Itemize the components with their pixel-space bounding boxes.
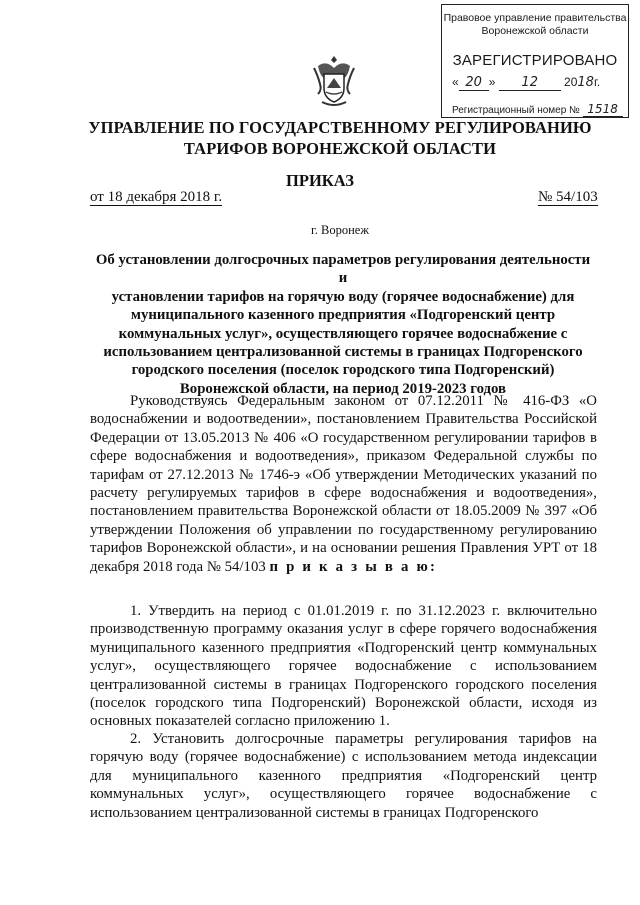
org-line1: УПРАВЛЕНИЕ ПО ГОСУДАРСТВЕННОМУ РЕГУЛИРОВАНИЮ [88,118,592,137]
item-2-text: 2. Установить долгосрочные параметры регулирования тарифов на горячую воду (горячее водоснабжение) с использованием метода индексации для муниципального казенного предприятия «Подгоренский центр коммунальных услуг», осуществляющего горячее водоснабжение с использованием централизованной системы в границах Подгоренского [90,731,597,821]
subject-line: Воронежской области, на период 2019-2023 годов [179,380,507,397]
document-subject [90,251,596,398]
organization-name [40,117,640,159]
stamp-authority-line1: Правовое управление правительства [443,12,627,24]
preamble-paragraph [90,392,597,576]
subject-line: городского поселения (поселок городского типа Подгоренский) [131,362,555,379]
subject-line: использованием централизованной системы в границах Подгоренского [103,344,583,361]
stamp-date-row: « 20 » 12 2018г. [452,75,601,90]
stamp-month: 12 [499,75,561,91]
subject-line: муниципального казенного предприятия «Подгоренский центр [130,307,556,324]
org-line2: ТАРИФОВ ВОРОНЕЖСКОЙ ОБЛАСТИ [183,139,497,158]
item-1-text: 1. Утвердить на период с 01.01.2019 г. по 31.12.2023 г. включительно производственную программу оказания услуг в сфере горячего водоснабжения муниципального казенного предприятия «Подгоренский центр коммунальных услуг», осуществляющего горячее водоснабжение с использованием централизованной системы в границах Подгоренского городского поселения (поселок городского типа Подгоренский) Воронежской области, исходя из основных показателей согласно приложению 1. [90,603,597,730]
coat-of-arms-emblem [312,52,356,108]
document-type-title: ПРИКАЗ [286,171,354,190]
stamp-year-suffix: г. [593,75,601,89]
preamble-text: Руководствуясь Федеральным законом от 07.12.2011 № 416-ФЗ «О водоснабжении и водоотведении», постановлением Правительства Российской Федерации от 13.05.2013 № 406 «О государственном регулировании тарифов в сфере водоснабжения и водоотведения», приказом Федеральной службы по тарифам от 27.12.2013 № 1746-э «Об утверждении Методических указаний по расчету регулируемых тарифов в сфере водоснабжения и водоотведения», постановлением правительства Воронежской области от 18.05.2009 № 397 «Об утверждении Положения об управлении по государственному регулированию тарифов Воронежской области», и на основании решения Правления УРТ от 18 декабря 2018 года № 54/103 [90,393,597,575]
order-number [538,189,598,206]
decree-word: п р и к а з ы в а ю: [269,558,438,575]
stamp-authority-line2: Воронежской области [481,25,589,37]
stamp-reg-number: 1518 [583,102,623,117]
stamp-registered-label: ЗАРЕГИСТРИРОВАНО [452,52,618,69]
subject-line: коммунальных услуг», осуществляющего горячее водоснабжение с [118,325,568,342]
stamp-year-prefix: 20 [564,75,578,89]
stamp-year: 18 [577,75,594,90]
order-number-text: № 54/103 [538,189,598,205]
order-date-text: от 18 декабря 2018 г. [90,189,223,205]
city: г. Воронеж [311,223,369,237]
order-date [90,189,222,206]
stamp-reg-row [452,102,627,117]
item-1-paragraph [90,602,597,731]
item-2-paragraph [90,730,597,822]
stamp-day: 20 [459,75,489,91]
registration-stamp [441,4,629,118]
subject-line: установлении тарифов на горячую воду (горячее водоснабжение) для [111,288,575,305]
stamp-reg-label: Регистрационный номер № [452,105,580,116]
subject-line: Об установлении долгосрочных параметров регулирования деятельности и [95,252,591,287]
